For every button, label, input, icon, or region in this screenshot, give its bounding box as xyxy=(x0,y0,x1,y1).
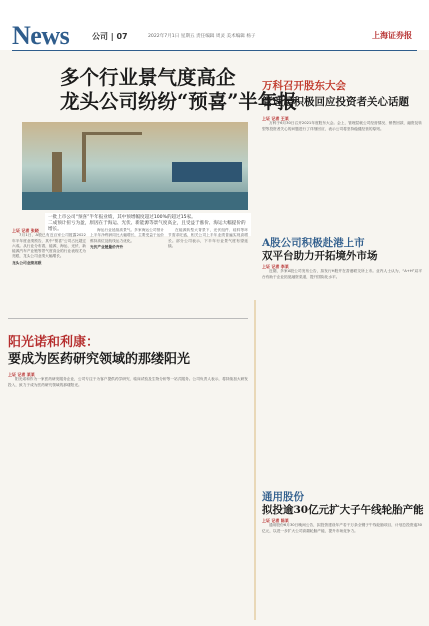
section-tag: 公司 | 07 xyxy=(92,32,128,41)
photo-caption: 一批上市公司“预喜”半年报业绩，其中预增幅度超过100%的超过15家。 二成预计扭亏为盈，原因在于海运、光伏、新能源等景气度高企，且受益于涨价、海运大幅提价的增长。 xyxy=(45,213,251,236)
issue-meta: 2022年7月1日 星期五 责任编辑 周灵 美术编辑 杨子 xyxy=(148,34,256,39)
lead-column-1: 上证 记者 张晓 7月1日，A股已有近百家公司披露2022年半年度业绩预告，其中“预喜”公司占比超过六成。从行业分布看，能源、海运、光伏、新能源汽车产业链等景气度高企的行业表现尤为亮眼，龙头公司业绩大幅增长。 龙头公司业绩亮眼 xyxy=(12,228,86,265)
lead-headline-line1: 多个行业景气度高企 xyxy=(60,66,236,89)
lead-column-3: 在能源转型大背景下，光伏组件、硅料等环节需求旺盛，相关公司上半年业绩普遍实现高增长。部分公司表示，下半年行业景气度有望延续。 xyxy=(168,228,248,248)
lead-photo xyxy=(22,122,248,210)
column-divider xyxy=(254,300,256,620)
vanke-headline-1: 万科召开股东大会 xyxy=(262,80,346,92)
feature-headline-2: 要成为医药研究领域的那缕阳光 xyxy=(8,352,191,367)
feature-body: 上证 记者 某某 阳光诺和作为一家医药研发服务企业，公司专注于为客户提供药学研究、临床试验及生物分析等一站式服务。公司负责人表示，将持续加大研发投入，致力于成为医药研究领域的那缕阳光。 xyxy=(8,372,248,387)
tire-headline-1: 通用股份 xyxy=(262,491,304,503)
lead-headline-line2: 龙头公司纷纷“预喜”半年报 xyxy=(60,90,297,113)
photo-water xyxy=(22,192,248,210)
vanke-headline-2: 管理层积极回应投资者关心话题 xyxy=(262,96,409,108)
hk-listing-headline-2: 双平台助力开拓境外市场 xyxy=(262,250,378,262)
hk-listing-headline-1: A股公司积极赴港上市 xyxy=(262,237,365,249)
lead-byline: 上证 记者 张晓 xyxy=(12,228,39,233)
photo-crane xyxy=(82,132,86,182)
news-logo: News xyxy=(12,21,70,50)
tire-body: 上证 记者 陈某 通用股份6月30日晚间公告，拟投资建设年产若干万条全钢子午线轮胎项目，计划总投资逾30亿元，以进一步扩大公司高端轮胎产能，提升市场竞争力。 xyxy=(262,518,422,533)
vanke-body: 上证 记者 王某 万科于6月30日召开2021年度股东大会。会上，管理层就公司经营情况、销售回款、融资及转型等投资者关心的问题进行了详细回应，表示公司将坚持稳健经营的原则。 xyxy=(262,116,422,131)
tire-headline-2: 拟投逾30亿元扩大子午线轮胎产能 xyxy=(262,504,424,516)
lead-column-2: 海运行业延续高景气。多家海运公司预计上半年净利润同比大幅增长，主要受益于运价维持高位及航线运力优化。 光伏产业链量价齐升 xyxy=(90,228,164,249)
hk-listing-body: 上证 记者 李某 近期，多家A股公司发布公告，拟发行H股并在香港联交所上市。业内人士认为，“A+H”双平台有助于企业拓宽融资渠道，提升国际化水平。 xyxy=(262,264,422,279)
feature-top-rule xyxy=(8,318,248,319)
photo-crane-arm xyxy=(82,132,142,135)
lead-subhead-1: 龙头公司业绩亮眼 xyxy=(12,260,42,265)
photo-ship xyxy=(172,162,242,182)
header-rule xyxy=(12,50,417,51)
feature-headline-1: 阳光诺和利康： xyxy=(8,335,100,350)
lead-subhead-2: 光伏产业链量价齐升 xyxy=(90,244,124,249)
newspaper-logo: 上海证券报 xyxy=(372,30,412,40)
